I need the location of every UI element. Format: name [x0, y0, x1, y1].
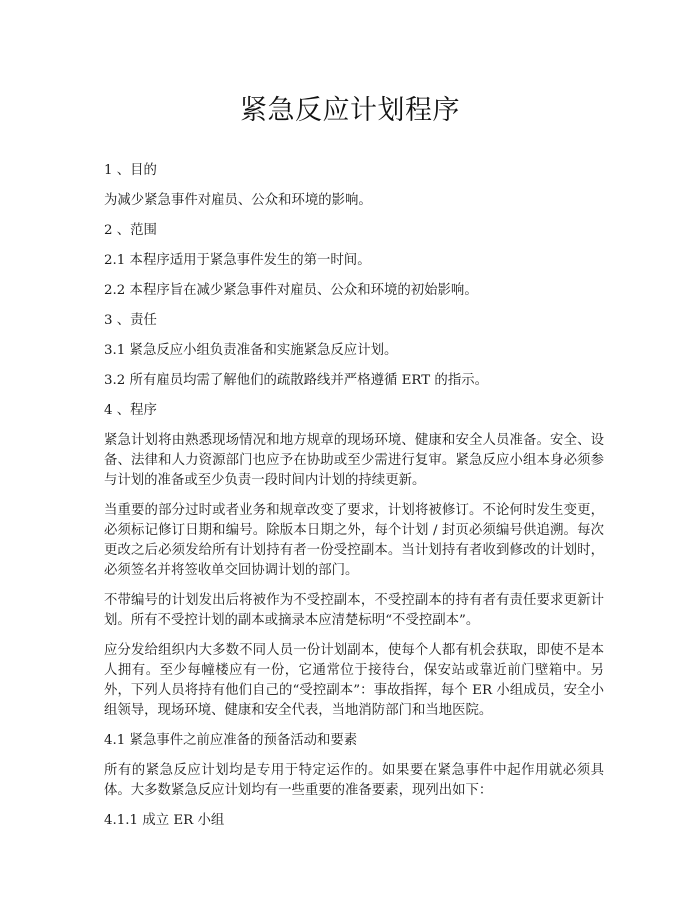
responsibility-item-3-1: 3.1 紧急反应小组负责准备和实施紧急反应计划。: [104, 343, 398, 358]
procedure-paragraph-4: 应分发给组织内大多数不同人员一份计划副本，使每个人都有机会获取，即使不是本人拥有。至少每幢楼应有一份，它通常位于接待台，保安站或靠近前门壁箱中。另外，下列人员将持有他们自己的“受控副本”：事故指挥，每个 ER 小组成员，安全小组领导，现场环境、健康和安全代表，当地消防部门和当地医院。: [104, 643, 604, 718]
document-body: [104, 161, 604, 841]
responsibility-item-3-2: 3.2 所有雇员均需了解他们的疏散路线并严格遵循 ERT 的指示。: [104, 373, 488, 388]
document-title: 紧急反应计划程序: [240, 95, 460, 126]
section-heading-responsibility: 3 、责任: [104, 313, 157, 328]
subsection-4-1-paragraph: 所有的紧急反应计划均是专用于特定运作的。如果要在紧急事件中起作用就必须具体。大多数紧急反应计划均有一些重要的准备要素，现列出如下：: [104, 763, 604, 798]
scope-item-2-2: 2.2 本程序旨在减少紧急事件对雇员、公众和环境的初始影响。: [104, 283, 478, 298]
scope-item-2-1: 2.1 本程序适用于紧急事件发生的第一时间。: [104, 253, 371, 268]
procedure-paragraph-2: 当重要的部分过时或者业务和规章改变了要求，计划将被修订。不论何时发生变更，必须标记修订日期和编号。除版本日期之外，每个计划 / 封页必须编号供追溯。每次更改之后必须发给所有计划持有者一份受控副本。当计划持有者收到修改的计划时，必须签名并将签收单交回协调计划的部门。: [104, 503, 604, 578]
subsection-heading-4-1: 4.1 紧急事件之前应准备的预备活动和要素: [104, 733, 358, 748]
section-heading-purpose: 1 、目的: [104, 163, 157, 178]
purpose-paragraph: 为减少紧急事件对雇员、公众和环境的影响。: [104, 193, 372, 208]
procedure-paragraph-1: 紧急计划将由熟悉现场情况和地方规章的现场环境、健康和安全人员准备。安全、设备、法律和人力资源部门也应予在协助或至少需进行复审。紧急反应小组本身必须参与计划的准备或至少负责一段时间内计划的持续更新。: [104, 433, 604, 488]
procedure-paragraph-3: 不带编号的计划发出后将被作为不受控副本，不受控副本的持有者有责任要求更新计划。所有不受控计划的副本或摘录本应清楚标明“不受控副本”。: [104, 593, 604, 628]
section-heading-scope: 2 、范围: [104, 223, 157, 238]
section-heading-procedure: 4 、程序: [104, 403, 157, 418]
subsection-heading-4-1-1: 4.1.1 成立 ER 小组: [104, 813, 225, 828]
